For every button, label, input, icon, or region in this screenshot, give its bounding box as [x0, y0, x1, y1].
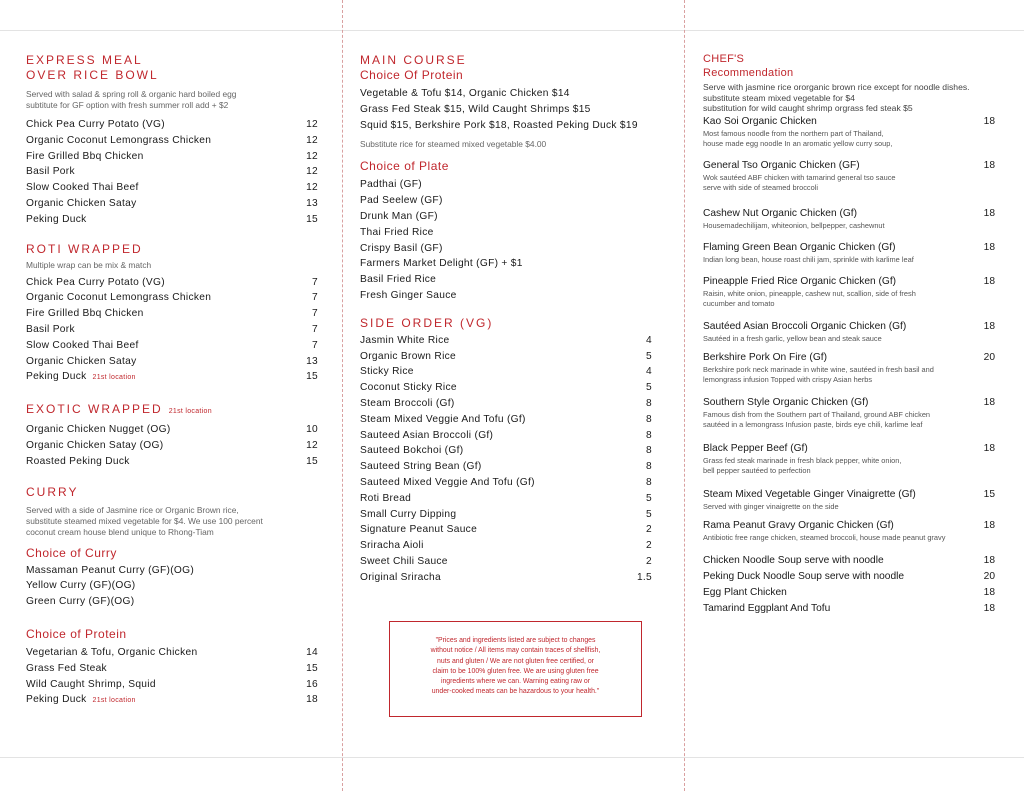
item-price: 12: [306, 182, 318, 194]
item-price: 20: [983, 570, 995, 582]
item-name: Roasted Peking Duck: [26, 455, 130, 467]
item-price: 4: [646, 334, 652, 346]
subsection-title: Choice of Curry: [26, 545, 117, 560]
menu-item: [703, 351, 995, 396]
menu-item: [360, 225, 652, 241]
item-price: 8: [646, 397, 652, 409]
section-description: Served with salad & spring roll & organic hard boiled egg: [26, 89, 237, 99]
menu-item: [360, 443, 652, 459]
item-price: 15: [983, 488, 995, 500]
item-list: [360, 333, 652, 586]
item-description: Wok sautéed ABF chicken with tamarind general tso sauce: [703, 172, 896, 182]
item-description: Served with ginger vinaigrette on the side: [703, 501, 839, 511]
menu-item: [360, 86, 652, 102]
section-title: CURRY: [26, 484, 79, 499]
menu-item: [360, 364, 652, 380]
item-name: Thai Fried Rice: [360, 226, 434, 238]
item-name: Organic Chicken Satay: [26, 355, 137, 367]
item-price: 13: [306, 355, 318, 367]
menu-item: [360, 538, 652, 554]
item-price: 14: [306, 646, 318, 658]
item-name: Basil Pork: [26, 323, 75, 335]
item-name: Yellow Curry (GF)(OG): [26, 580, 136, 592]
item-price: 13: [306, 197, 318, 209]
menu-item: [26, 196, 318, 212]
item-name: Grass Fed Steak: [26, 662, 107, 674]
section-description: substitute steamed mixed vegetable for $4. We use 100 percent: [26, 515, 263, 526]
item-name: Sauteed Bokchoi (Gf): [360, 445, 464, 457]
section-title: OVER RICE BOWL: [26, 68, 159, 82]
item-name: Egg Plant Chicken: [703, 586, 787, 598]
item-name: Wild Caught Shrimp, Squid: [26, 678, 156, 690]
item-price: 8: [646, 413, 652, 425]
section-description: substitution for wild caught shrimp orgrass fed steak $5: [703, 103, 913, 113]
item-price: 5: [646, 382, 652, 394]
item-description: Grass fed steak marinade in fresh black pepper, white onion,: [703, 455, 902, 465]
menu-item: [360, 475, 652, 491]
item-name: Vegetable & Tofu $14, Organic Chicken $14: [360, 88, 570, 99]
subsection-title: Choice of Plate: [360, 159, 449, 174]
item-name: Vegetarian & Tofu, Organic Chicken: [26, 646, 198, 658]
menu-item: [26, 438, 318, 454]
exotic-wrapped-section: [26, 400, 318, 469]
notice-line: ingredients where we can. Warning eating raw or: [440, 678, 591, 686]
location-tag: 21st location: [92, 374, 136, 382]
item-price: 20: [983, 351, 995, 363]
menu-item: [703, 159, 995, 207]
menu-column-right: [703, 53, 995, 617]
item-price: 10: [306, 424, 318, 436]
location-tag: 21st location: [92, 697, 136, 705]
item-price: 18: [983, 554, 995, 566]
menu-item: [26, 117, 318, 133]
item-name: Peking Duck: [26, 371, 87, 383]
item-price: 4: [646, 366, 652, 378]
item-name: Grass Fed Steak $15, Wild Caught Shrimps $15: [360, 103, 591, 115]
menu-item: [360, 177, 652, 193]
item-price: 18: [983, 207, 995, 219]
section-description: Substitute rice for steamed mixed vegetable $4.00: [360, 139, 547, 150]
item-name: Cashew Nut Organic Chicken (Gf): [703, 207, 857, 219]
item-name: Fire Grilled Bbq Chicken: [26, 150, 144, 162]
item-price: 18: [306, 694, 318, 706]
item-description: Berkshire pork neck marinade in white wine, sautéed in fresh basil and: [703, 364, 934, 374]
menu-item: [26, 578, 318, 594]
item-price: 8: [646, 461, 652, 473]
item-price: 15: [306, 371, 318, 383]
item-list: [26, 563, 318, 610]
menu-item: [360, 491, 652, 507]
item-name: Chicken Noodle Soup serve with noodle: [703, 554, 884, 566]
section-description: Multiple wrap can be mix & match: [26, 259, 152, 270]
item-price: 18: [983, 396, 995, 408]
item-price: 5: [646, 508, 652, 520]
item-price: 18: [983, 320, 995, 332]
menu-item: [703, 519, 995, 553]
item-price: 2: [646, 555, 652, 567]
item-price: 18: [983, 519, 995, 531]
notice-line: "Prices and ingredients listed are subject to changes: [435, 637, 596, 644]
subsection-title: Recommendation: [703, 67, 794, 79]
menu-item: [360, 412, 652, 428]
item-name: Squid $15, Berkshire Pork $18, Roasted Peking Duck $19: [360, 119, 638, 131]
notice-line: without notice / All items may contain traces of shellfish,: [430, 647, 601, 655]
item-price: 12: [306, 439, 318, 451]
item-description: cucumber and tomato: [703, 299, 775, 308]
menu-item: [360, 554, 652, 570]
item-price: 12: [306, 150, 318, 162]
item-price: 18: [983, 115, 995, 127]
page-edge-bottom: [0, 757, 1024, 758]
item-price: 2: [646, 540, 652, 552]
item-name: Sriracha Aioli: [360, 540, 424, 552]
item-name: Organic Chicken Satay (OG): [26, 439, 164, 451]
menu-item: [360, 241, 652, 257]
item-price: 8: [646, 476, 652, 488]
item-name: Kao Soi Organic Chicken: [703, 115, 817, 127]
item-price: 18: [983, 159, 995, 171]
section-description: substitute steam mixed vegetable for $4: [703, 92, 855, 103]
menu-item: [360, 288, 652, 304]
item-price: 18: [983, 586, 995, 598]
item-price: 12: [306, 166, 318, 178]
item-name: Organic Coconut Lemongrass Chicken: [26, 134, 212, 146]
item-price: 18: [983, 602, 995, 614]
item-price: 5: [646, 350, 652, 362]
item-name: Organic Brown Rice: [360, 350, 456, 362]
section-title: SIDE ORDER (VG): [360, 315, 494, 330]
item-name: Pineapple Fried Rice Organic Chicken (Gf): [703, 275, 897, 287]
subsection-title: Choice Of Protein: [360, 68, 464, 82]
item-price: 7: [312, 339, 318, 351]
item-price: 7: [312, 292, 318, 304]
menu-item: [703, 115, 995, 159]
item-name: Peking Duck: [26, 694, 87, 706]
section-description: Serve with jasmine rice ororganic brown rice except for noodle dishes.: [703, 82, 970, 92]
express-meal-section: [26, 53, 318, 228]
item-price: 8: [646, 429, 652, 441]
subsection-title: Choice of Protein: [26, 626, 127, 641]
menu-item: [360, 507, 652, 523]
item-name: Steam Mixed Veggie And Tofu (Gf): [360, 413, 526, 425]
location-tag: 21st location: [168, 408, 212, 416]
menu-item: [360, 102, 652, 118]
item-name: Slow Cooked Thai Beef: [26, 182, 139, 194]
menu-item: [26, 563, 318, 579]
item-name: Slow Cooked Thai Beef: [26, 339, 139, 351]
item-name: Original Sriracha: [360, 571, 441, 583]
menu-item: [360, 256, 652, 272]
item-price: 7: [312, 323, 318, 335]
item-price: 18: [983, 275, 995, 287]
item-description: Antibiotic free range chicken, steamed broccoli, house made peanut gravy: [703, 532, 946, 542]
menu-item: [703, 601, 995, 617]
menu-item: [26, 149, 318, 165]
menu-item: [360, 396, 652, 412]
notice-line: nuts and gluten / We are not gluten free certified, or: [437, 657, 594, 665]
menu-item: [26, 369, 318, 386]
item-price: 5: [646, 492, 652, 504]
menu-item: [360, 209, 652, 225]
item-name: Padthai (GF): [360, 179, 422, 191]
item-name: Steam Broccoli (Gf): [360, 397, 455, 409]
menu-item: [360, 459, 652, 475]
item-name: Organic Coconut Lemongrass Chicken: [26, 292, 212, 304]
menu-item: [26, 133, 318, 149]
item-name: Chick Pea Curry Potato (VG): [26, 119, 165, 130]
menu-item: [26, 212, 318, 228]
item-name: Pad Seelew (GF): [360, 195, 443, 207]
menu-item: [703, 569, 995, 585]
item-description: serve with side of steamed broccoli: [703, 183, 819, 192]
menu-item: [26, 290, 318, 306]
item-name: Sauteed Asian Broccoli (Gf): [360, 429, 494, 441]
menu-item: [360, 349, 652, 365]
item-name: Sweet Chili Sauce: [360, 555, 448, 567]
item-price: 2: [646, 524, 652, 536]
item-name: Sauteed Mixed Veggie And Tofu (Gf): [360, 476, 535, 488]
menu-item: [703, 553, 995, 569]
item-name: General Tso Organic Chicken (GF): [703, 159, 860, 171]
menu-item: [26, 180, 318, 196]
item-description: Housemadechilijam, whiteonion, bellpepper, cashewnut: [703, 220, 885, 230]
menu-item: [26, 164, 318, 180]
section-description: Served with a side of Jasmine rice or Organic Brown rice,: [26, 504, 239, 515]
menu-item: [360, 193, 652, 209]
item-price: 1.5: [636, 571, 652, 583]
fold-line-right: [684, 0, 685, 791]
notice-line: under-cooked meats can be hazardous to your health.": [431, 688, 600, 696]
item-price: 15: [306, 455, 318, 467]
menu-item: [360, 118, 652, 134]
curry-section: [26, 485, 318, 710]
notice-line: claim to be 100% gluten free. We are using gluten free: [432, 667, 599, 675]
menu-item: [703, 396, 995, 442]
item-description: bell pepper sautéed to perfection: [703, 466, 811, 475]
item-price: 12: [306, 119, 318, 130]
section-title: MAIN COURSE: [360, 53, 467, 67]
item-price: 7: [312, 276, 318, 288]
menu-item: [703, 241, 995, 275]
item-description: Most famous noodle from the northern part of Thailand,: [703, 128, 884, 138]
item-name: Black Pepper Beef (Gf): [703, 442, 808, 454]
menu-column-middle: [360, 53, 652, 586]
menu-item: [360, 272, 652, 288]
menu-item: [360, 428, 652, 444]
item-list: [360, 86, 652, 133]
item-name: Farmers Market Delight (GF) + $1: [360, 258, 523, 270]
section-title: EXPRESS MEAL: [26, 53, 143, 67]
menu-item: [26, 661, 318, 677]
item-name: Green Curry (GF)(OG): [26, 596, 135, 608]
menu-item: [26, 322, 318, 338]
fold-line-left: [342, 0, 343, 791]
item-name: Southern Style Organic Chicken (Gf): [703, 396, 869, 408]
menu-item: [703, 488, 995, 519]
item-name: Basil Pork: [26, 166, 75, 178]
item-price: 18: [983, 241, 995, 253]
menu-item: [703, 207, 995, 241]
item-name: Steam Mixed Vegetable Ginger Vinaigrette (Gf): [703, 488, 916, 500]
menu-item: [26, 454, 318, 470]
item-name: Chick Pea Curry Potato (VG): [26, 276, 165, 288]
item-name: Fire Grilled Bbq Chicken: [26, 308, 144, 320]
item-name: Drunk Man (GF): [360, 210, 438, 222]
menu-item: [26, 677, 318, 693]
item-name: Organic Chicken Nugget (OG): [26, 424, 171, 436]
item-description: house made egg noodle In an aromatic yellow curry soup,: [703, 139, 893, 148]
item-list: [360, 177, 652, 303]
menu-item: [26, 338, 318, 354]
menu-item: [360, 570, 652, 586]
main-course-section: [360, 53, 652, 150]
item-name: Fresh Ginger Sauce: [360, 289, 457, 301]
item-name: Roti Bread: [360, 492, 412, 504]
item-name: Peking Duck Noodle Soup serve with noodle: [703, 570, 905, 582]
item-name: Crispy Basil (GF): [360, 242, 443, 254]
item-name: Jasmin White Rice: [360, 334, 450, 346]
page-edge-top: [0, 30, 1024, 31]
menu-item: [703, 442, 995, 488]
menu-item: [360, 522, 652, 538]
item-price: 16: [306, 678, 318, 690]
item-description: Famous dish from the Southern part of Thailand, ground ABF chicken: [703, 409, 931, 419]
item-list: [26, 275, 318, 387]
item-price: 15: [306, 213, 318, 225]
item-name: Tamarind Eggplant And Tofu: [703, 602, 831, 614]
item-list: [703, 115, 995, 617]
item-price: 18: [983, 442, 995, 454]
section-title: EXOTIC WRAPPED: [26, 402, 163, 417]
item-description: Raisin, white onion, pineapple, cashew nut, scallion, side of fresh: [703, 288, 916, 298]
item-name: Sticky Rice: [360, 366, 414, 378]
menu-item: [26, 645, 318, 661]
choice-of-plate-section: [360, 159, 652, 303]
item-name: Flaming Green Bean Organic Chicken (Gf): [703, 241, 896, 253]
menu-item: [26, 692, 318, 709]
allergy-notice-box: [389, 621, 642, 717]
page-top-margin: [0, 0, 1024, 30]
item-name: Rama Peanut Gravy Organic Chicken (Gf): [703, 519, 894, 531]
menu-column-left: [26, 53, 318, 709]
menu-item: [360, 380, 652, 396]
section-description: subtitute for GF option with fresh summer roll add + $2: [26, 100, 229, 110]
section-description: coconut cream house blend unique to Rhong-Tiam: [26, 526, 214, 537]
menu-item: [26, 422, 318, 438]
section-title: ROTI WRAPPED: [26, 241, 143, 256]
item-name: Sautéed Asian Broccoli Organic Chicken (Gf): [703, 320, 907, 332]
item-list: [26, 422, 318, 469]
menu-item: [703, 320, 995, 351]
item-description: lemongrass infusion Topped with crispy Asian herbs: [703, 375, 873, 384]
menu-item: [26, 354, 318, 370]
item-name: Small Curry Dipping: [360, 508, 457, 520]
item-list: [26, 117, 318, 228]
item-name: Signature Peanut Sauce: [360, 524, 478, 536]
item-name: Organic Chicken Satay: [26, 197, 137, 209]
item-price: 12: [306, 134, 318, 146]
item-name: Sauteed String Bean (Gf): [360, 461, 482, 473]
menu-item: [26, 594, 318, 610]
side-order-section: [360, 316, 652, 586]
item-name: Basil Fried Rice: [360, 274, 437, 286]
item-name: Peking Duck: [26, 213, 87, 225]
menu-item: [26, 306, 318, 322]
item-description: sautéed in a lemongrass Infusion paste, birds eye chili, karlime leaf: [703, 420, 923, 429]
item-description: Indian long bean, house roast chili jam, sprinkle with karlime leaf: [703, 254, 914, 264]
item-list: [26, 645, 318, 709]
menu-item: [703, 275, 995, 320]
item-price: 7: [312, 308, 318, 320]
menu-item: [703, 585, 995, 601]
menu-item: [26, 275, 318, 291]
item-price: 8: [646, 445, 652, 457]
section-title: CHEF'S: [703, 53, 745, 65]
item-name: Coconut Sticky Rice: [360, 382, 457, 394]
roti-wrapped-section: [26, 242, 318, 387]
item-price: 15: [306, 662, 318, 674]
item-name: Massaman Peanut Curry (GF)(OG): [26, 564, 195, 576]
item-name: Berkshire Pork On Fire (Gf): [703, 351, 827, 363]
menu-item: [360, 333, 652, 349]
item-description: Sautéed in a fresh garlic, yellow bean and steak sauce: [703, 333, 882, 343]
